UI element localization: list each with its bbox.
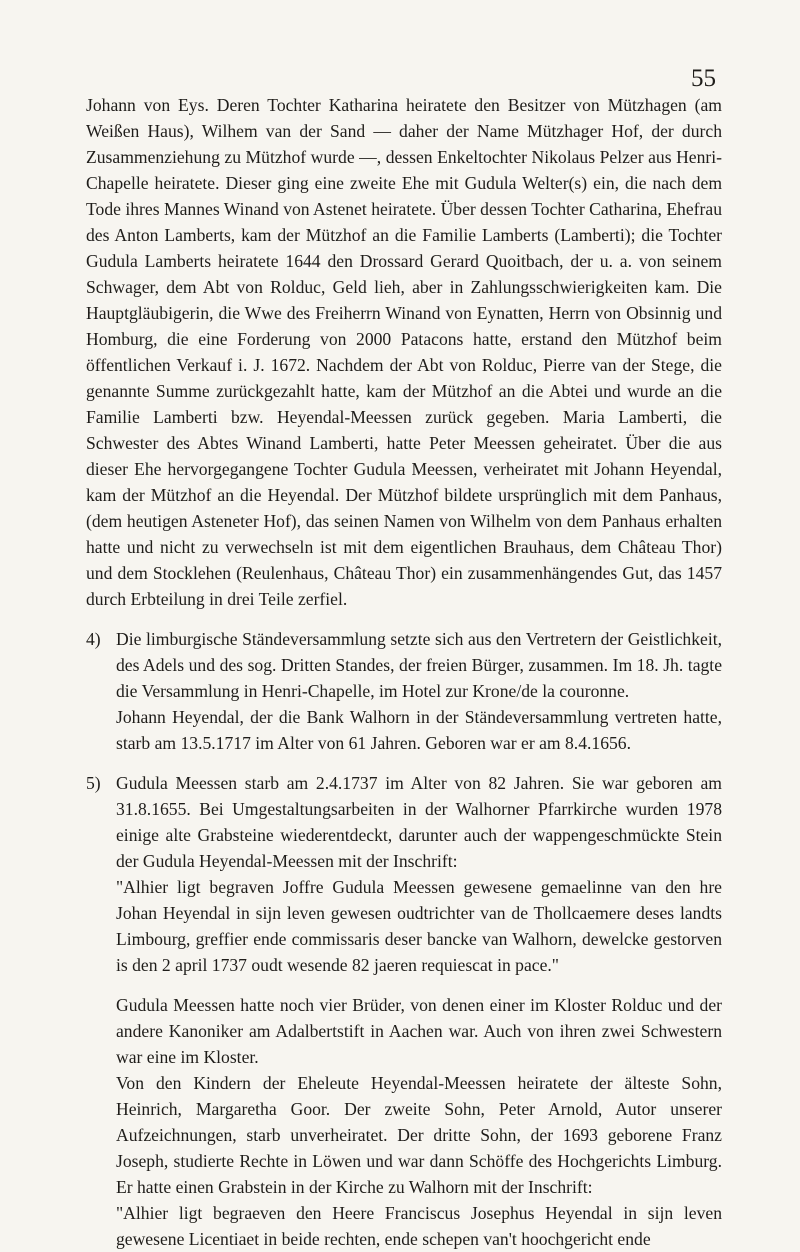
intro-paragraph: Johann von Eys. Deren Tochter Katharina heiratete den Besitzer von Mützhagen (am Weißen Haus), Wilhem van der Sand — daher der Name Mützhager Hof, der durch Zusammenziehung zu Mützhof wurde —, dessen Enkeltochter Nikolaus Pelzer aus Henri-Chapelle heiratete. Dieser ging eine zweite Ehe mit Gudula Welter(s) ein, die nach dem Tode ihres Mannes Winand von Astenet heiratete. Über dessen Tochter Catharina, Ehefrau des Anton Lamberts, kam der Mützhof an die Familie Lamberts (Lamberti); die Tochter Gudula Lamberts heiratete 1644 den Drossard Gerard Quoitbach, der u. a. von seinem Schwager, dem Abt von Rolduc, Geld lieh, aber in Zahlungsschwierigkeiten kam. Die Hauptgläubigerin, die Wwe des Freiherrn Winand von Eynatten, Herrn von Obsinnig und Homburg, die eine Forderung von 2000 Patacons hatte, erstand den Mützhof beim öffentlichen Verkauf i. J. 1672. Nachdem der Abt von Rolduc, Pierre van der Stege, die genannte Summe zurückgezahlt hatte, kam der Mützhof an die Abtei und wurde an die Familie Lamberti bzw. Heyendal-Meessen zurück gegeben. Maria Lamberti, die Schwester des Abtes Winand Lamberti, hatte Peter Meessen geheiratet. Über die aus dieser Ehe hervorgegangene Tochter Gudula Meessen, verheiratet mit Johann Heyendal, kam der Mützhof an die Heyendal. Der Mützhof bildete ursprünglich mit dem Panhaus, (dem heutigen Asteneter Hof), das seinen Namen von Wilhelm von dem Panhaus erhalten hatte und nicht zu verwechseln ist mit dem eigentlichen Brauhaus, dem Château Thor) und dem Stocklehen (Reulenhaus, Château Thor) ein zusammenhängendes Gut, das 1457 durch Erbteilung in drei Teile zerfiel.: [86, 95, 722, 609]
closing-paragraph: Gudula Meessen hatte noch vier Brüder, von denen einer im Kloster Rolduc und der andere Kanoniker am Adalbertstift in Aachen war. Auch von ihren zwei Schwestern war eine im Kloster.: [116, 995, 722, 1067]
note-body: [116, 770, 722, 978]
closing-paragraph: Von den Kindern der Eheleute Heyendal-Meessen heiratete der älteste Sohn, Heinrich, Margaretha Goor. Der zweite Sohn, Peter Arnold, Autor unserer Aufzeichnungen, starb unverheiratet. Der dritte Sohn, der 1693 geborene Franz Joseph, studierte Rechte in Löwen und war dann Schöffe des Hochgerichts Limburg. Er hatte einen Grabstein in der Kirche zu Walhorn mit der Inschrift:: [116, 1073, 722, 1197]
note-4: [86, 626, 722, 756]
note-body: [116, 626, 722, 756]
note-paragraph: Die limburgische Ständeversammlung setzte sich aus den Vertretern der Geistlichkeit, des Adels und des sog. Dritten Standes, der freien Bürger, zusammen. Im 18. Jh. tagte die Versammlung in Henri-Chapelle, im Hotel zur Krone/de la couronne.: [116, 629, 722, 701]
page-number: 55: [691, 65, 716, 92]
note-paragraph: Johann Heyendal, der die Bank Walhorn in der Ständeversammlung vertreten hatte, starb am 13.5.1717 im Alter von 61 Jahren. Geboren war er am 8.4.1656.: [116, 707, 722, 753]
note-marker: 4): [86, 629, 101, 649]
closing-section: [86, 992, 722, 1252]
note-5: [86, 770, 722, 978]
note-paragraph: Gudula Meessen starb am 2.4.1737 im Alter von 82 Jahren. Sie war geboren am 31.8.1655. Bei Umgestaltungsarbeiten in der Walhorner Pfarrkirche wurden 1978 einige alte Grabsteine wiederentdeckt, darunter auch der wappengeschmückte Stein der Gudula Heyendal-Meessen mit der Inschrift:: [116, 773, 722, 871]
page-body: [86, 92, 722, 1252]
note-marker: 5): [86, 773, 101, 793]
inscription-quote: "Alhier ligt begraeven den Heere Franciscus Josephus Heyendal in sijn leven gewesene Licentiaet in beide rechten, ende schepen van't hoochgericht ende: [116, 1203, 722, 1249]
inscription-quote: "Alhier ligt begraven Joffre Gudula Meessen gewesene gemaelinne van den hre Johan Heyendal in sijn leven gewesen oudtrichter van de Thollcaemere deses landts Limbourg, greffier ende commissaris deser bancke van Walhorn, dewelcke gestorven is den 2 april 1737 oudt wesende 82 jaeren requiescat in pace.": [116, 877, 722, 975]
